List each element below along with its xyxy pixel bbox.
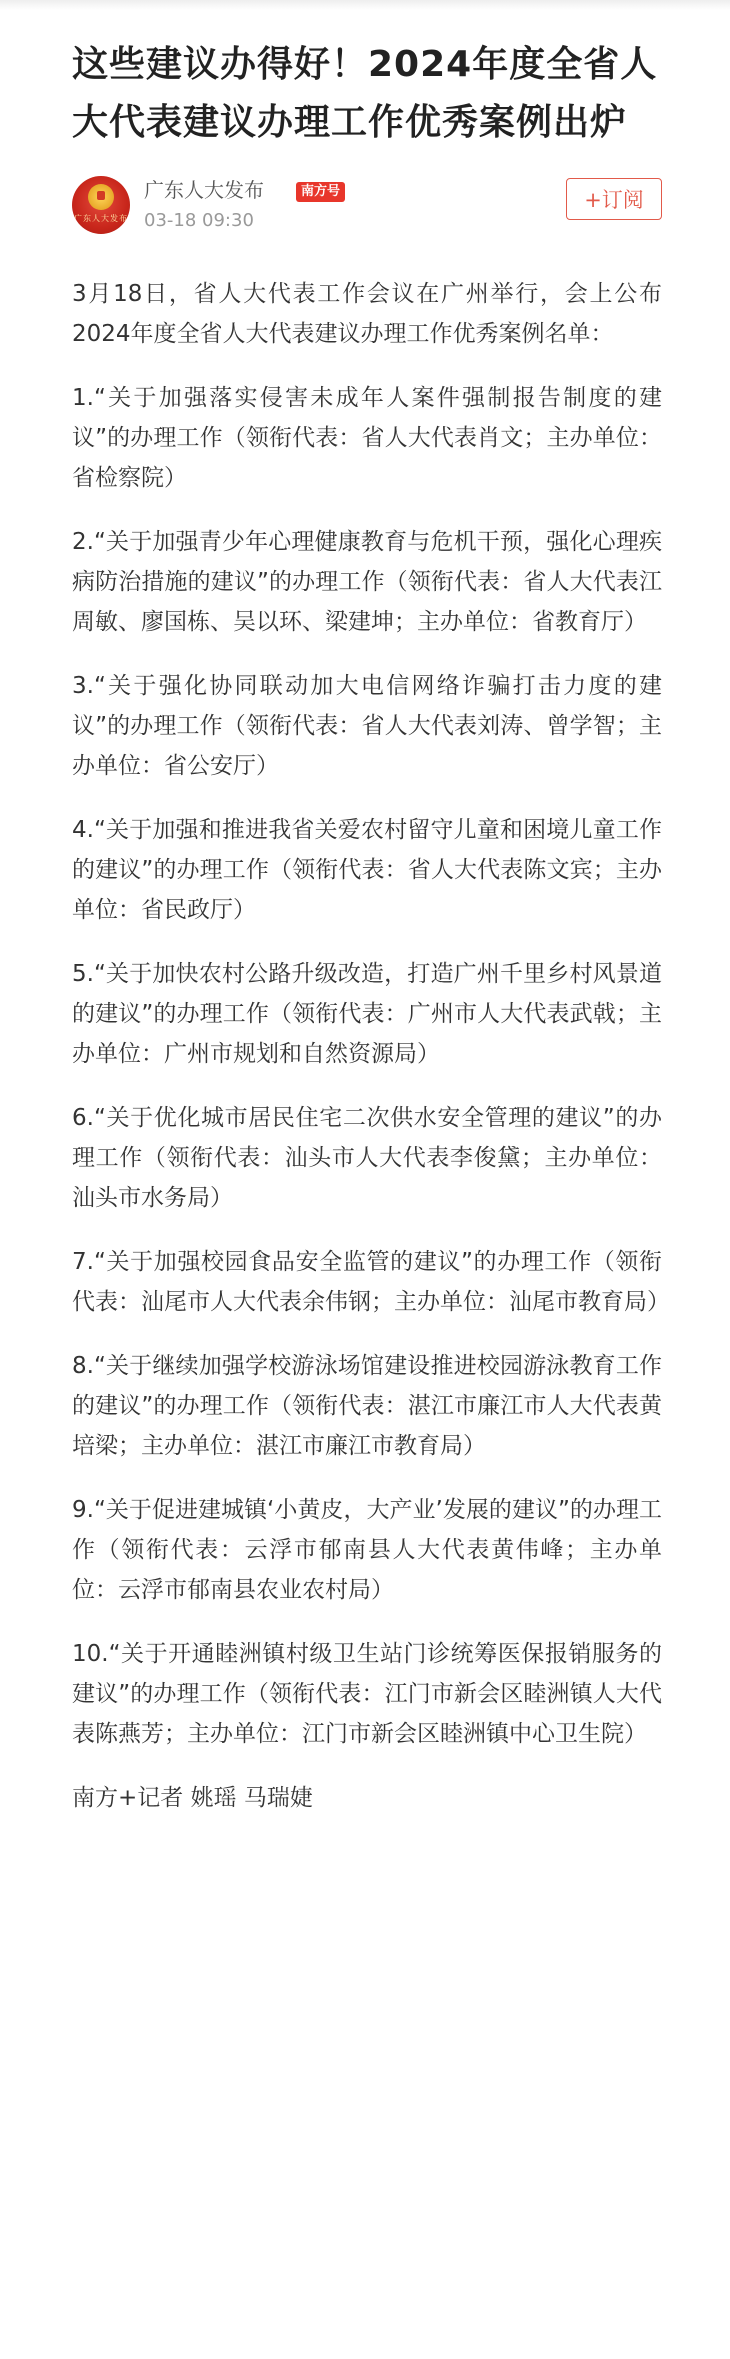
emblem-icon xyxy=(88,184,114,210)
paragraph-item-4: 4.“关于加强和推进我省关爱农村留守儿童和困境儿童工作的建议”的办理工作（领衔代表：省人大代表陈文宾；主办单位：省民政厅） xyxy=(72,817,662,923)
paragraph-item-5: 5.“关于加快农村公路升级改造，打造广州千里乡村风景道的建议”的办理工作（领衔代表：广州市人大代表武戟；主办单位：广州市规划和自然资源局） xyxy=(72,961,662,1067)
top-shadow xyxy=(0,0,730,10)
paragraph-item-6: 6.“关于优化城市居民住宅二次供水安全管理的建议”的办理工作（领衔代表：汕头市人大代表李俊黛；主办单位：汕头市水务局） xyxy=(72,1105,662,1211)
paragraph-item-3: 3.“关于强化协同联动加大电信网络诈骗打击力度的建议”的办理工作（领衔代表：省人大代表刘涛、曾学智；主办单位：省公安厅） xyxy=(72,673,662,779)
subscribe-button[interactable]: +订阅 xyxy=(566,178,662,220)
source-badge: 南方号 xyxy=(296,182,345,202)
article-title: 这些建议办得好！2024年度全省人大代表建议办理工作优秀案例出炉 xyxy=(72,44,658,143)
paragraph-item-9: 9.“关于促进建城镇‘小黄皮，大产业’发展的建议”的办理工作（领衔代表：云浮市郁南县人大代表黄伟峰；主办单位：云浮市郁南县农业农村局） xyxy=(72,1497,662,1603)
paragraph-item-10: 10.“关于开通睦洲镇村级卫生站门诊统筹医保报销服务的建议”的办理工作（领衔代表：江门市新会区睦洲镇人大代表陈燕芳；主办单位：江门市新会区睦洲镇中心卫生院） xyxy=(72,1641,662,1747)
paragraph-item-8: 8.“关于继续加强学校游泳场馆建设推进校园游泳教育工作的建议”的办理工作（领衔代表：湛江市廉江市人大代表黄培梁；主办单位：湛江市廉江市教育局） xyxy=(72,1353,662,1459)
paragraph-item-7: 7.“关于加强校园食品安全监管的建议”的办理工作（领衔代表：汕尾市人大代表余伟钢；主办单位：汕尾市教育局） xyxy=(72,1249,670,1315)
author-bar xyxy=(72,172,662,248)
paragraph-item-1: 1.“关于加强落实侵害未成年人案件强制报告制度的建议”的办理工作（领衔代表：省人大代表肖文；主办单位：省检察院） xyxy=(72,385,662,491)
paragraph-item-2: 2.“关于加强青少年心理健康教育与危机干预，强化心理疾病防治措施的建议”的办理工作（领衔代表：省人大代表江周敏、廖国栋、吴以环、梁建坤；主办单位：省教育厅） xyxy=(72,529,662,635)
avatar-logo-text: 广东人大发布 xyxy=(74,214,128,223)
publish-time: 03-18 09:30 xyxy=(144,210,254,231)
avatar[interactable] xyxy=(72,176,130,234)
paragraph-intro: 3月18日，省人大代表工作会议在广州举行，会上公布2024年度全省人大代表建议办理工作优秀案例名单： xyxy=(72,281,662,347)
article-body xyxy=(72,274,670,1818)
author-name[interactable]: 广东人大发布 xyxy=(144,178,264,202)
reporter-byline: 南方+记者 姚瑶 马瑞婕 xyxy=(72,1785,313,1811)
article xyxy=(72,36,670,1818)
